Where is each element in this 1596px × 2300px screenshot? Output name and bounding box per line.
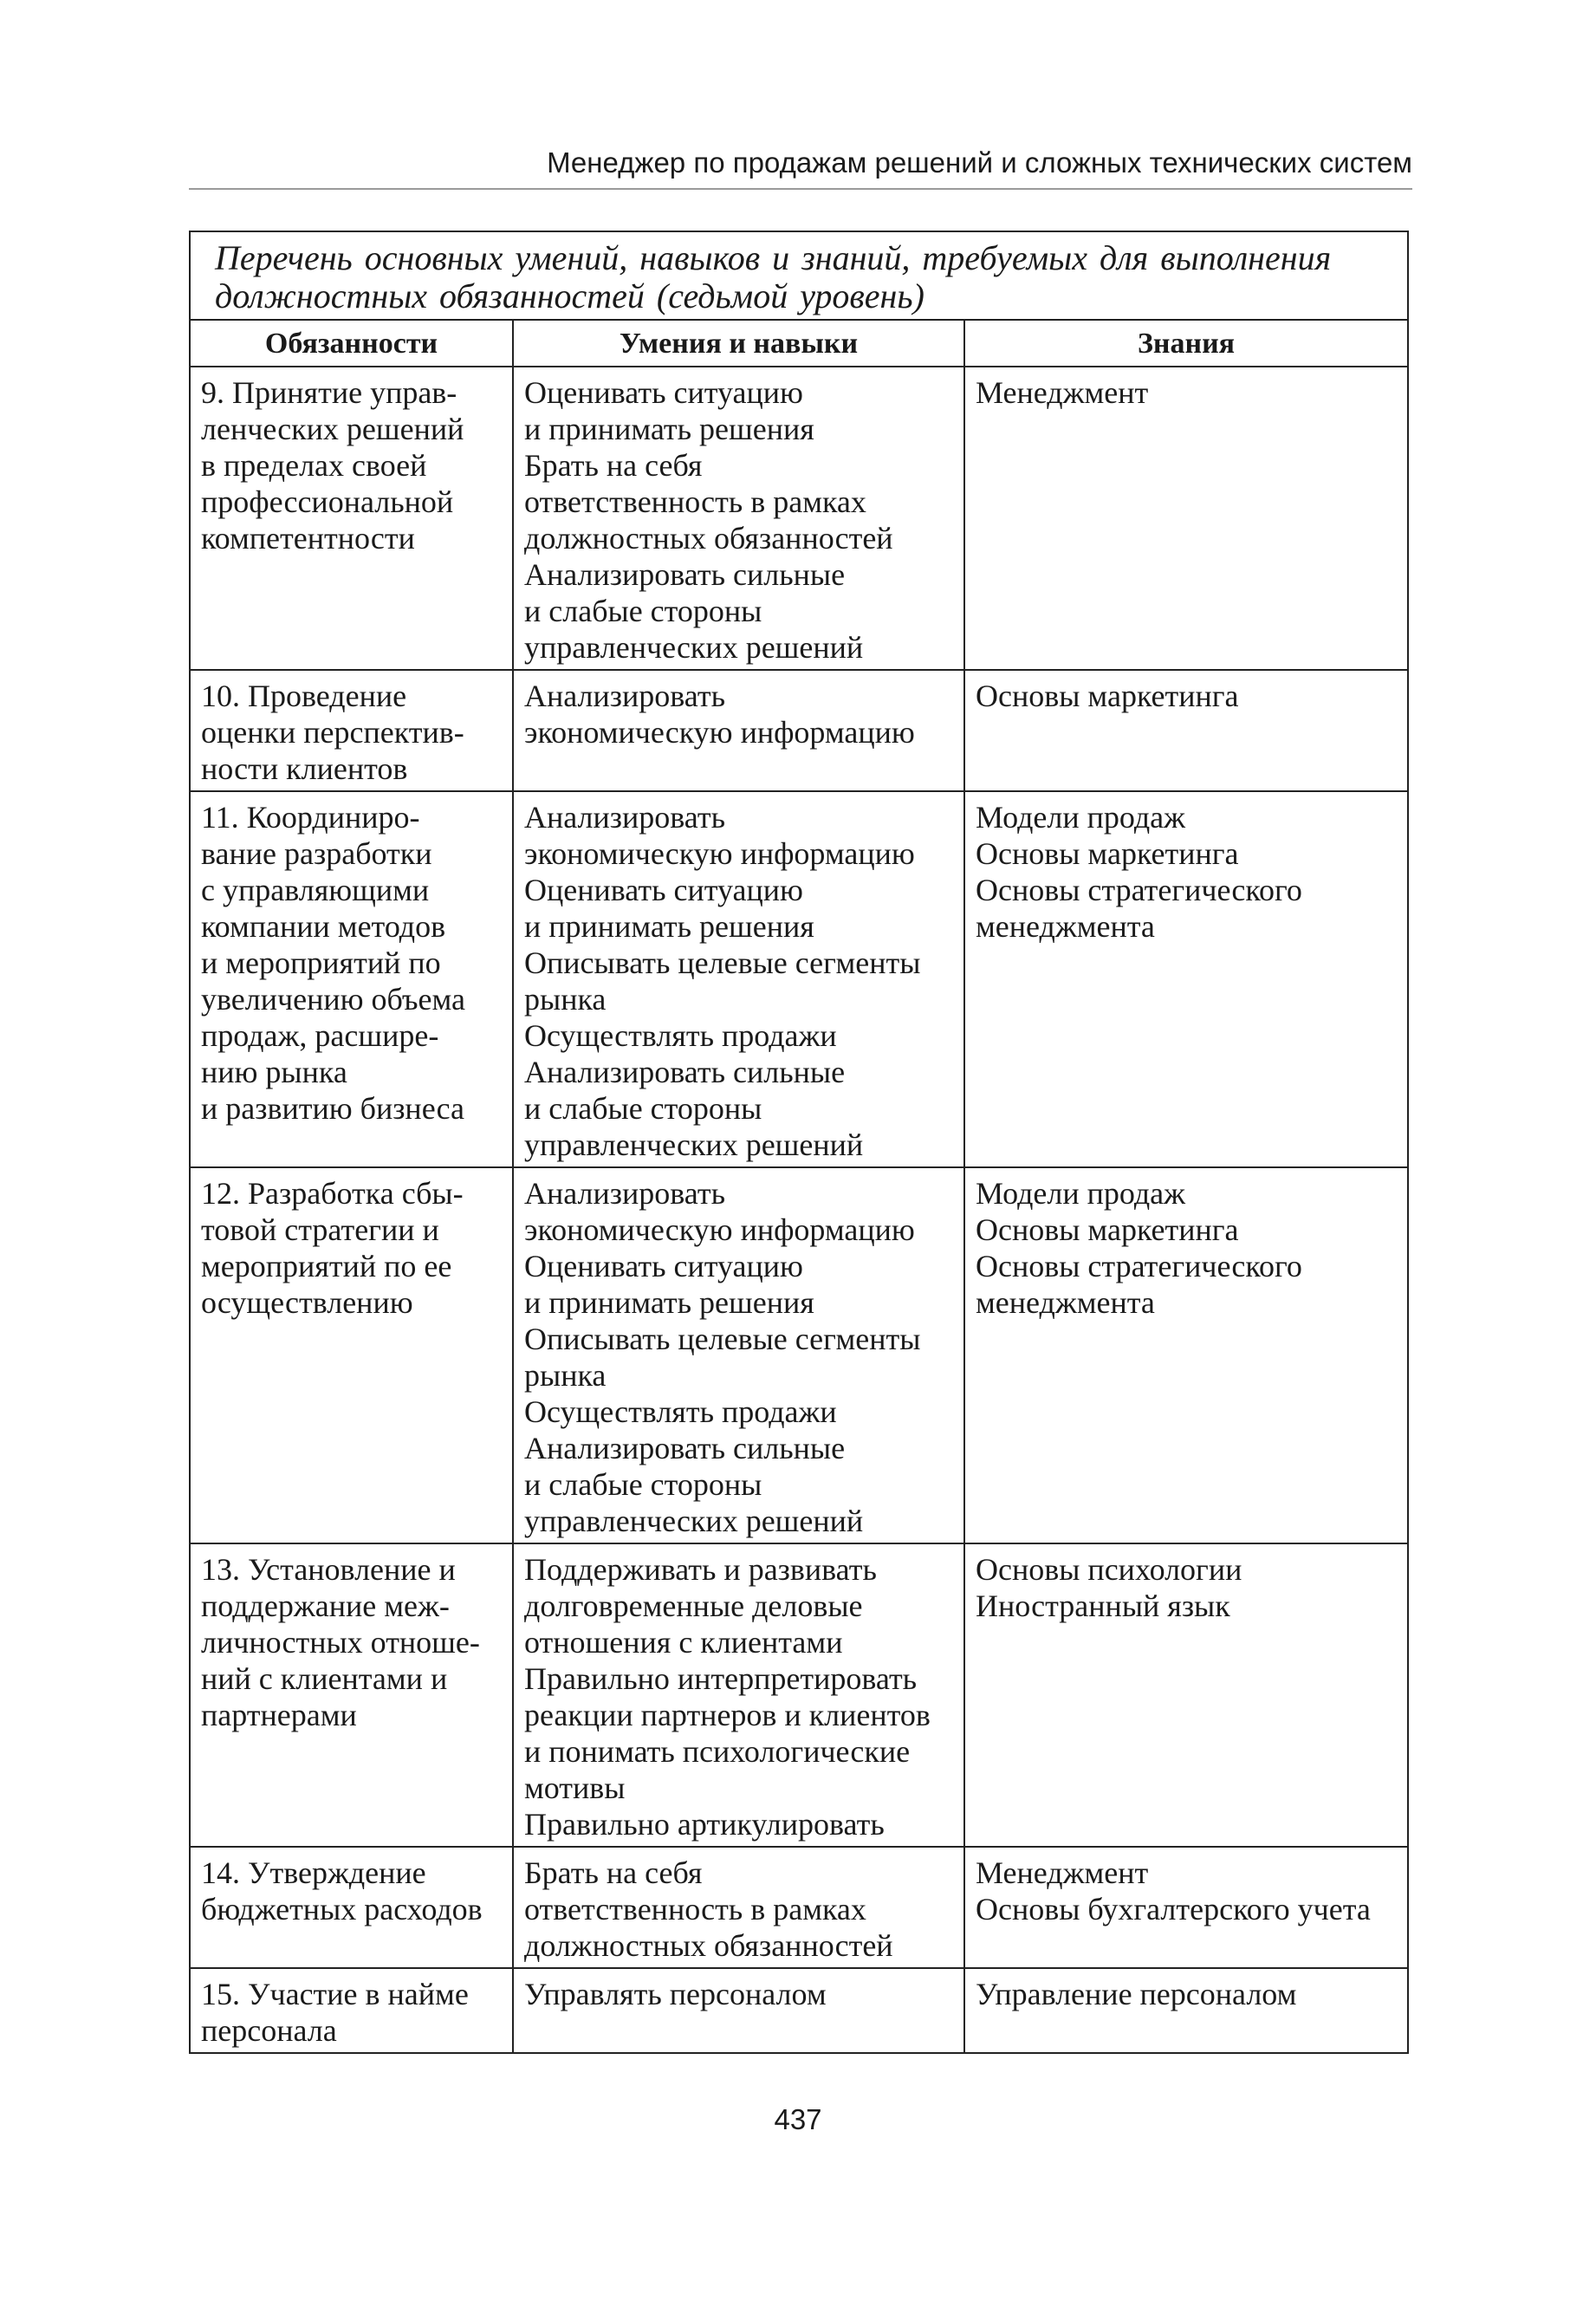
cell-line: и принимать решения [524,909,814,944]
cell-line: Основы психологии [976,1552,1242,1587]
cell-line: нию рынка [201,1055,347,1089]
cell-line: менеджмента [976,1285,1155,1320]
knowledge-cell [964,1847,1408,1968]
cell-line: экономическую информацию [524,1212,915,1247]
column-header-skills: Умения и навыки [513,320,964,367]
cell-line: и принимать решения [524,1285,814,1320]
cell-line: отношения с клиентами [524,1625,843,1660]
cell-line: Оценивать ситуацию [524,873,803,907]
cell-line: ответственность в рамках [524,484,866,519]
cell-line: мотивы [524,1770,626,1805]
cell-line: личностных отноше- [201,1625,480,1660]
column-header-knowledge: Знания [964,320,1408,367]
skills-cell [513,1543,964,1847]
table-row [190,1167,1408,1543]
duty-cell [190,791,513,1167]
skills-cell [513,1968,964,2053]
cell-line: Основы стратегического [976,1249,1302,1283]
table-row [190,791,1408,1167]
cell-line: Менеджмент [976,1855,1149,1890]
cell-line: и принимать решения [524,412,814,446]
knowledge-cell [964,791,1408,1167]
cell-line: Брать на себя [524,448,703,483]
cell-line: экономическую информацию [524,836,915,871]
cell-line: Основы маркетинга [976,836,1239,871]
cell-line: Оценивать ситуацию [524,375,803,410]
cell-line: 15. Участие в найме [201,1977,469,2011]
knowledge-cell [964,367,1408,670]
cell-line: рынка [524,982,607,1017]
skills-cell [513,1847,964,1968]
cell-line: ности клиентов [201,751,408,786]
cell-line: Осуществлять продажи [524,1018,837,1053]
cell-line: Анализировать сильные [524,1431,846,1465]
cell-line: Основы маркетинга [976,679,1239,713]
skills-cell [513,791,964,1167]
duty-cell [190,1847,513,1968]
duty-cell [190,1968,513,2053]
cell-line: профессиональной [201,484,454,519]
cell-line: Анализировать [524,679,725,713]
skills-cell [513,367,964,670]
cell-line: в пределах своей [201,448,427,483]
table-row [190,1543,1408,1847]
cell-line: 14. Утверждение [201,1855,426,1890]
cell-line: ний с клиентами и [201,1661,448,1696]
cell-line: и мероприятий по [201,945,441,980]
cell-line: Управление персоналом [976,1977,1297,2011]
cell-line: компетентности [201,521,415,556]
cell-line: Анализировать сильные [524,557,846,592]
competency-table [189,231,1409,2054]
cell-line: и слабые стороны [524,1467,762,1502]
cell-line: ответственность в рамках [524,1892,866,1926]
duty-cell [190,670,513,791]
table-row [190,1968,1408,2053]
cell-line: и понимать психологические [524,1734,911,1769]
cell-line: Основы маркетинга [976,1212,1239,1247]
cell-line: управленческих решений [524,1504,864,1538]
duty-cell [190,1543,513,1847]
cell-line: с управляющими [201,873,430,907]
cell-line: экономическую информацию [524,715,915,750]
cell-line: Описывать целевые сегменты [524,1322,921,1356]
table-title-line: должностных обязанностей (седьмой уровень) [215,276,925,315]
cell-line: и развитию бизнеса [201,1091,464,1126]
skills-cell [513,1167,964,1543]
cell-line: менеджмента [976,909,1155,944]
table-row [190,1847,1408,1968]
cell-line: Правильно интерпретировать [524,1661,918,1696]
column-header-duties: Обязанности [190,320,513,367]
cell-line: Поддерживать и развивать [524,1552,877,1587]
cell-line: должностных обязанностей [524,521,893,556]
cell-line: Управлять персоналом [524,1977,827,2011]
cell-line: бюджетных расходов [201,1892,483,1926]
knowledge-cell [964,1968,1408,2053]
cell-line: 9. Принятие управ- [201,375,457,410]
cell-line: Осуществлять продажи [524,1394,837,1429]
cell-line: Основы бухгалтерского учета [976,1892,1371,1926]
knowledge-cell [964,1167,1408,1543]
table-row [190,367,1408,670]
page-number: 437 [774,2103,822,2135]
cell-line: Описывать целевые сегменты [524,945,921,980]
cell-line: увеличению объема [201,982,466,1017]
cell-line: Оценивать ситуацию [524,1249,803,1283]
cell-line: управленческих решений [524,1127,864,1162]
cell-line: долговременные деловые [524,1589,863,1623]
cell-line: и слабые стороны [524,594,762,628]
cell-line: мероприятий по ее [201,1249,452,1283]
knowledge-cell [964,670,1408,791]
cell-line: Основы стратегического [976,873,1302,907]
cell-line: осуществлению [201,1285,413,1320]
cell-line: 11. Координиро- [201,800,420,835]
cell-line: продаж, расшире- [201,1018,439,1053]
cell-line: товой стратегии и [201,1212,439,1247]
cell-line: Менеджмент [976,375,1149,410]
cell-line: 10. Проведение [201,679,407,713]
table-header-row [190,320,1408,367]
cell-line: Анализировать [524,800,725,835]
table-title-line: Перечень основных умений, навыков и знаний, требуемых для выполнения [215,238,1332,277]
cell-line: 13. Установление и [201,1552,456,1587]
table-title-row [190,231,1408,320]
cell-line: оценки перспектив- [201,715,464,750]
skills-cell [513,670,964,791]
cell-line: Правильно артикулировать [524,1807,885,1842]
header-rule [189,188,1412,190]
cell-line: Иностранный язык [976,1589,1230,1623]
table-title [190,231,1408,320]
table-row [190,670,1408,791]
cell-line: должностных обязанностей [524,1928,893,1963]
duty-cell [190,1167,513,1543]
cell-line: Анализировать сильные [524,1055,846,1089]
cell-line: персонала [201,2013,337,2048]
cell-line: поддержание меж- [201,1589,450,1623]
cell-line: и слабые стороны [524,1091,762,1126]
cell-line: Модели продаж [976,800,1185,835]
cell-line: компании методов [201,909,446,944]
cell-line: вание разработки [201,836,432,871]
knowledge-cell [964,1543,1408,1847]
cell-line: рынка [524,1358,607,1393]
cell-line: Анализировать [524,1176,725,1211]
cell-line: ленческих решений [201,412,464,446]
running-header: Менеджер по продажам решений и сложных технических систем [547,146,1412,179]
cell-line: Брать на себя [524,1855,703,1890]
cell-line: партнерами [201,1698,357,1732]
cell-line: управленческих решений [524,630,864,665]
cell-line: Модели продаж [976,1176,1185,1211]
duty-cell [190,367,513,670]
cell-line: 12. Разработка сбы- [201,1176,464,1211]
table-body [190,367,1408,2053]
cell-line: реакции партнеров и клиентов [524,1698,931,1732]
